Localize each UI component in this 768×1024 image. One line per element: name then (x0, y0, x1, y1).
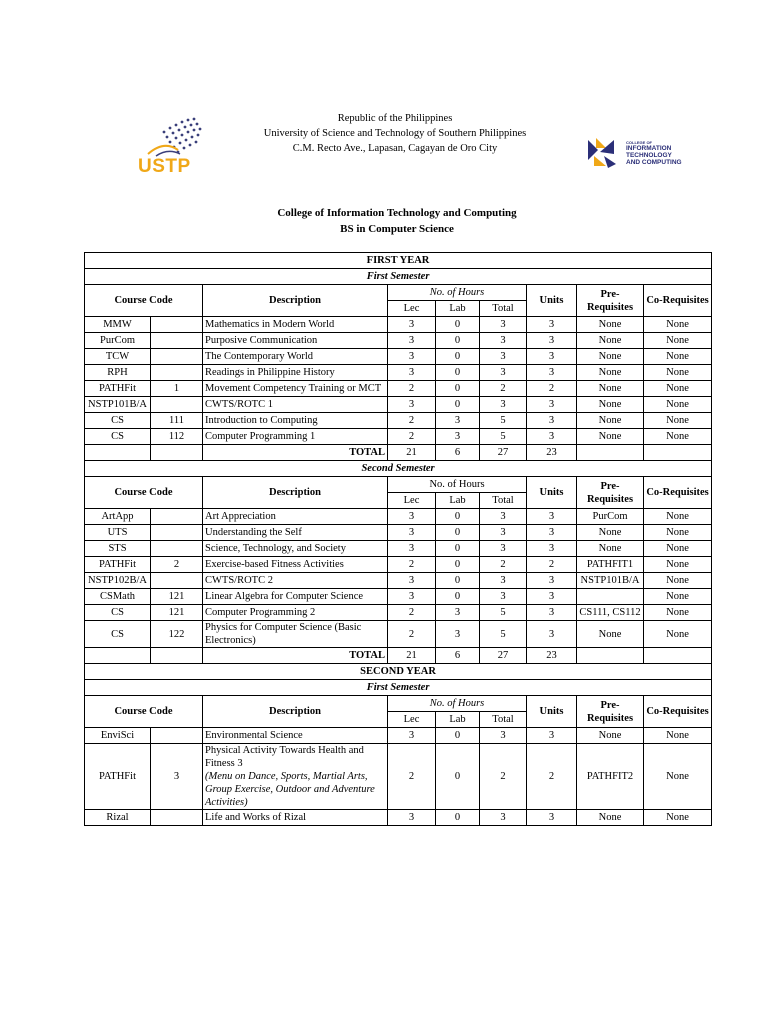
course-description: Environmental Science (203, 728, 388, 744)
header-line: Republic of the Philippines (337, 113, 453, 124)
citc-logo-line: AND COMPUTING (626, 159, 682, 166)
units: 2 (527, 557, 577, 573)
total-blank (644, 648, 712, 664)
col-total: Total (480, 301, 527, 317)
course-code: MMW (85, 317, 151, 333)
total-hours: 3 (480, 728, 527, 744)
course-description: Life and Works of Rizal (203, 810, 388, 826)
lec-hours: 2 (388, 557, 436, 573)
year-header-cell: SECOND YEAR (85, 664, 712, 680)
lec-hours: 3 (388, 333, 436, 349)
course-row (85, 557, 712, 573)
course-number: 122 (151, 621, 203, 648)
prerequisites: PATHFIT1 (577, 557, 644, 573)
course-code: PATHFit (85, 744, 151, 810)
total-hours: 3 (480, 810, 527, 826)
prerequisites (577, 589, 644, 605)
col-no-of-hours: No. of Hours (388, 285, 527, 301)
units: 3 (527, 349, 577, 365)
units: 3 (527, 541, 577, 557)
year-header-cell: FIRST YEAR (85, 253, 712, 269)
citc-logo-line: INFORMATION (626, 145, 672, 152)
lec-hours: 3 (388, 365, 436, 381)
col-prerequisites: Pre-Requisites (577, 477, 644, 509)
course-row (85, 349, 712, 365)
course-code: CS (85, 621, 151, 648)
lec-hours: 3 (388, 525, 436, 541)
units: 3 (527, 728, 577, 744)
total-hours: 3 (480, 541, 527, 557)
total-value: 23 (527, 445, 577, 461)
course-number: 3 (151, 744, 203, 810)
course-description: Physics for Computer Science (Basic Electronics) (203, 621, 388, 648)
total-hours: 3 (480, 317, 527, 333)
corequisites: None (644, 397, 712, 413)
col-prerequisites: Pre-Requisites (577, 696, 644, 728)
units: 3 (527, 429, 577, 445)
units: 3 (527, 810, 577, 826)
units: 3 (527, 333, 577, 349)
prerequisites: None (577, 541, 644, 557)
course-description: Computer Programming 2 (203, 605, 388, 621)
total-value: 6 (436, 648, 480, 664)
course-number (151, 333, 203, 349)
lab-hours: 0 (436, 365, 480, 381)
course-number (151, 573, 203, 589)
total-value: 27 (480, 445, 527, 461)
course-code: UTS (85, 525, 151, 541)
corequisites: None (644, 728, 712, 744)
col-lab: Lab (436, 712, 480, 728)
col-description: Description (203, 285, 388, 317)
lab-hours: 3 (436, 413, 480, 429)
citc-logo-line: COLLEGE OF (626, 140, 652, 145)
lec-hours: 2 (388, 429, 436, 445)
total-hours: 3 (480, 589, 527, 605)
total-row (85, 445, 712, 461)
col-description: Description (203, 477, 388, 509)
lec-hours: 2 (388, 744, 436, 810)
course-number: 121 (151, 605, 203, 621)
semester-header-cell: Second Semester (85, 461, 712, 477)
course-code: NSTP101B/A (85, 397, 151, 413)
col-lec: Lec (388, 712, 436, 728)
col-description: Description (203, 696, 388, 728)
course-row (85, 429, 712, 445)
prerequisites: None (577, 525, 644, 541)
prerequisites: NSTP101B/A (577, 573, 644, 589)
course-description: Purposive Communication (203, 333, 388, 349)
college-title (0, 205, 768, 237)
total-hours: 2 (480, 744, 527, 810)
lab-hours: 0 (436, 397, 480, 413)
corequisites: None (644, 381, 712, 397)
course-code: CS (85, 413, 151, 429)
course-row (85, 589, 712, 605)
column-header-row (85, 477, 712, 493)
year-header (85, 664, 712, 680)
lab-hours: 0 (436, 744, 480, 810)
col-prerequisites: Pre-Requisites (577, 285, 644, 317)
lec-hours: 3 (388, 317, 436, 333)
course-code: CS (85, 605, 151, 621)
course-description: Movement Competency Training or MCT (203, 381, 388, 397)
total-label: TOTAL (203, 648, 388, 664)
lec-hours: 3 (388, 349, 436, 365)
total-hours: 3 (480, 397, 527, 413)
col-lec: Lec (388, 301, 436, 317)
lab-hours: 0 (436, 333, 480, 349)
corequisites: None (644, 317, 712, 333)
lab-hours: 3 (436, 621, 480, 648)
ustp-logo-text: USTP (138, 156, 191, 177)
college-name: College of Information Technology and Computing (277, 207, 517, 219)
total-hours: 5 (480, 413, 527, 429)
lab-hours: 0 (436, 557, 480, 573)
col-no-of-hours: No. of Hours (388, 477, 527, 493)
course-description: Exercise-based Fitness Activities (203, 557, 388, 573)
header-line: University of Science and Technology of Southern Philippines (263, 128, 527, 139)
semester-header (85, 680, 712, 696)
citc-logo (584, 134, 704, 174)
corequisites: None (644, 413, 712, 429)
total-hours: 5 (480, 605, 527, 621)
prerequisites: PATHFIT2 (577, 744, 644, 810)
course-description: CWTS/ROTC 2 (203, 573, 388, 589)
course-code: PurCom (85, 333, 151, 349)
lec-hours: 3 (388, 397, 436, 413)
course-description: Understanding the Self (203, 525, 388, 541)
lec-hours: 2 (388, 413, 436, 429)
semester-header-cell: First Semester (85, 269, 712, 285)
course-number: 111 (151, 413, 203, 429)
prerequisites: None (577, 810, 644, 826)
total-blank (151, 445, 203, 461)
lec-hours: 2 (388, 381, 436, 397)
column-header-row (85, 285, 712, 301)
course-code: PATHFit (85, 557, 151, 573)
course-row (85, 573, 712, 589)
units: 3 (527, 589, 577, 605)
course-number (151, 349, 203, 365)
course-number (151, 365, 203, 381)
course-row (85, 810, 712, 826)
header-line: C.M. Recto Ave., Lapasan, Cagayan de Oro City (292, 143, 498, 154)
prerequisites: None (577, 333, 644, 349)
total-row (85, 648, 712, 664)
col-corequisites: Co-Requisites (644, 285, 712, 317)
prerequisites: None (577, 365, 644, 381)
prerequisites: None (577, 413, 644, 429)
corequisites: None (644, 557, 712, 573)
citc-emblem (584, 134, 620, 170)
lec-hours: 3 (388, 589, 436, 605)
col-course-code: Course Code (85, 696, 203, 728)
units: 3 (527, 365, 577, 381)
course-number (151, 810, 203, 826)
total-hours: 2 (480, 381, 527, 397)
corequisites: None (644, 605, 712, 621)
prerequisites: PurCom (577, 509, 644, 525)
total-hours: 3 (480, 525, 527, 541)
lab-hours: 0 (436, 541, 480, 557)
course-code: CSMath (85, 589, 151, 605)
course-number: 121 (151, 589, 203, 605)
lec-hours: 2 (388, 605, 436, 621)
semester-header (85, 461, 712, 477)
program-name: BS in Computer Science (340, 223, 454, 235)
course-number: 1 (151, 381, 203, 397)
lab-hours: 0 (436, 728, 480, 744)
corequisites: None (644, 810, 712, 826)
course-number (151, 509, 203, 525)
prerequisites: None (577, 381, 644, 397)
prerequisites: None (577, 429, 644, 445)
col-no-of-hours: No. of Hours (388, 696, 527, 712)
lab-hours: 0 (436, 525, 480, 541)
col-corequisites: Co-Requisites (644, 477, 712, 509)
course-row (85, 621, 712, 648)
total-blank (644, 445, 712, 461)
course-note: (Menu on Dance, Sports, Martial Arts, Group Exercise, Outdoor and Adventure Activities) (205, 771, 375, 808)
col-lec: Lec (388, 493, 436, 509)
course-code: RPH (85, 365, 151, 381)
course-row (85, 541, 712, 557)
total-hours: 5 (480, 429, 527, 445)
course-description: CWTS/ROTC 1 (203, 397, 388, 413)
course-description: Introduction to Computing (203, 413, 388, 429)
lec-hours: 3 (388, 573, 436, 589)
units: 3 (527, 317, 577, 333)
total-hours: 3 (480, 333, 527, 349)
col-units: Units (527, 696, 577, 728)
prerequisites: None (577, 728, 644, 744)
lab-hours: 0 (436, 381, 480, 397)
col-corequisites: Co-Requisites (644, 696, 712, 728)
total-blank (577, 648, 644, 664)
prerequisites: None (577, 397, 644, 413)
col-units: Units (527, 285, 577, 317)
course-code: EnviSci (85, 728, 151, 744)
lab-hours: 3 (436, 429, 480, 445)
prerequisites: None (577, 317, 644, 333)
course-number (151, 397, 203, 413)
total-value: 23 (527, 648, 577, 664)
corequisites: None (644, 589, 712, 605)
lab-hours: 0 (436, 589, 480, 605)
units: 3 (527, 413, 577, 429)
corequisites: None (644, 744, 712, 810)
col-course-code: Course Code (85, 285, 203, 317)
course-description: Mathematics in Modern World (203, 317, 388, 333)
column-header-row (85, 696, 712, 712)
lec-hours: 3 (388, 728, 436, 744)
course-number: 112 (151, 429, 203, 445)
course-row (85, 744, 712, 810)
course-code: CS (85, 429, 151, 445)
lab-hours: 0 (436, 509, 480, 525)
prerequisites: None (577, 349, 644, 365)
corequisites: None (644, 621, 712, 648)
units: 2 (527, 744, 577, 810)
col-total: Total (480, 712, 527, 728)
course-number: 2 (151, 557, 203, 573)
course-code: PATHFit (85, 381, 151, 397)
units: 3 (527, 605, 577, 621)
total-hours: 3 (480, 573, 527, 589)
course-row (85, 381, 712, 397)
course-description: Linear Algebra for Computer Science (203, 589, 388, 605)
course-row (85, 509, 712, 525)
course-description: Science, Technology, and Society (203, 541, 388, 557)
corequisites: None (644, 573, 712, 589)
lec-hours: 3 (388, 509, 436, 525)
total-blank (85, 445, 151, 461)
course-number (151, 525, 203, 541)
curriculum-table (84, 252, 712, 826)
total-blank (85, 648, 151, 664)
total-hours: 3 (480, 509, 527, 525)
corequisites: None (644, 509, 712, 525)
total-hours: 3 (480, 349, 527, 365)
units: 3 (527, 397, 577, 413)
col-course-code: Course Code (85, 477, 203, 509)
total-label: TOTAL (203, 445, 388, 461)
course-row (85, 525, 712, 541)
prerequisites: CS111, CS112 (577, 605, 644, 621)
course-code: ArtApp (85, 509, 151, 525)
lab-hours: 0 (436, 573, 480, 589)
institution-lines (230, 111, 560, 156)
course-code: NSTP102B/A (85, 573, 151, 589)
col-lab: Lab (436, 301, 480, 317)
corequisites: None (644, 349, 712, 365)
citc-logo-line: TECHNOLOGY (626, 152, 672, 159)
course-description: Computer Programming 1 (203, 429, 388, 445)
corequisites: None (644, 365, 712, 381)
lec-hours: 3 (388, 541, 436, 557)
semester-header (85, 269, 712, 285)
lab-hours: 0 (436, 810, 480, 826)
course-code: STS (85, 541, 151, 557)
corequisites: None (644, 525, 712, 541)
course-description: Physical Activity Towards Health and Fitness 3 (Menu on Dance, Sports, Martial Arts, Group Exercise, Outdoor and Adventure Activities) (203, 744, 388, 810)
corequisites: None (644, 541, 712, 557)
units: 2 (527, 381, 577, 397)
col-total: Total (480, 493, 527, 509)
lec-hours: 2 (388, 621, 436, 648)
course-row (85, 317, 712, 333)
course-code: Rizal (85, 810, 151, 826)
corequisites: None (644, 429, 712, 445)
course-row (85, 365, 712, 381)
total-hours: 5 (480, 621, 527, 648)
col-lab: Lab (436, 493, 480, 509)
total-blank (151, 648, 203, 664)
course-number (151, 541, 203, 557)
total-blank (577, 445, 644, 461)
units: 3 (527, 525, 577, 541)
total-value: 6 (436, 445, 480, 461)
course-row (85, 333, 712, 349)
lec-hours: 3 (388, 810, 436, 826)
total-value: 27 (480, 648, 527, 664)
total-value: 21 (388, 445, 436, 461)
course-number (151, 728, 203, 744)
course-row (85, 605, 712, 621)
semester-header-cell: First Semester (85, 680, 712, 696)
year-header (85, 253, 712, 269)
corequisites: None (644, 333, 712, 349)
lab-hours: 0 (436, 317, 480, 333)
units: 3 (527, 573, 577, 589)
units: 3 (527, 621, 577, 648)
col-units: Units (527, 477, 577, 509)
prerequisites: None (577, 621, 644, 648)
course-description: Art Appreciation (203, 509, 388, 525)
course-description: The Contemporary World (203, 349, 388, 365)
course-code: TCW (85, 349, 151, 365)
course-number (151, 317, 203, 333)
course-description: Readings in Philippine History (203, 365, 388, 381)
total-hours: 3 (480, 365, 527, 381)
units: 3 (527, 509, 577, 525)
lab-hours: 3 (436, 605, 480, 621)
course-row (85, 413, 712, 429)
total-value: 21 (388, 648, 436, 664)
course-row (85, 728, 712, 744)
total-hours: 2 (480, 557, 527, 573)
lab-hours: 0 (436, 349, 480, 365)
course-row (85, 397, 712, 413)
